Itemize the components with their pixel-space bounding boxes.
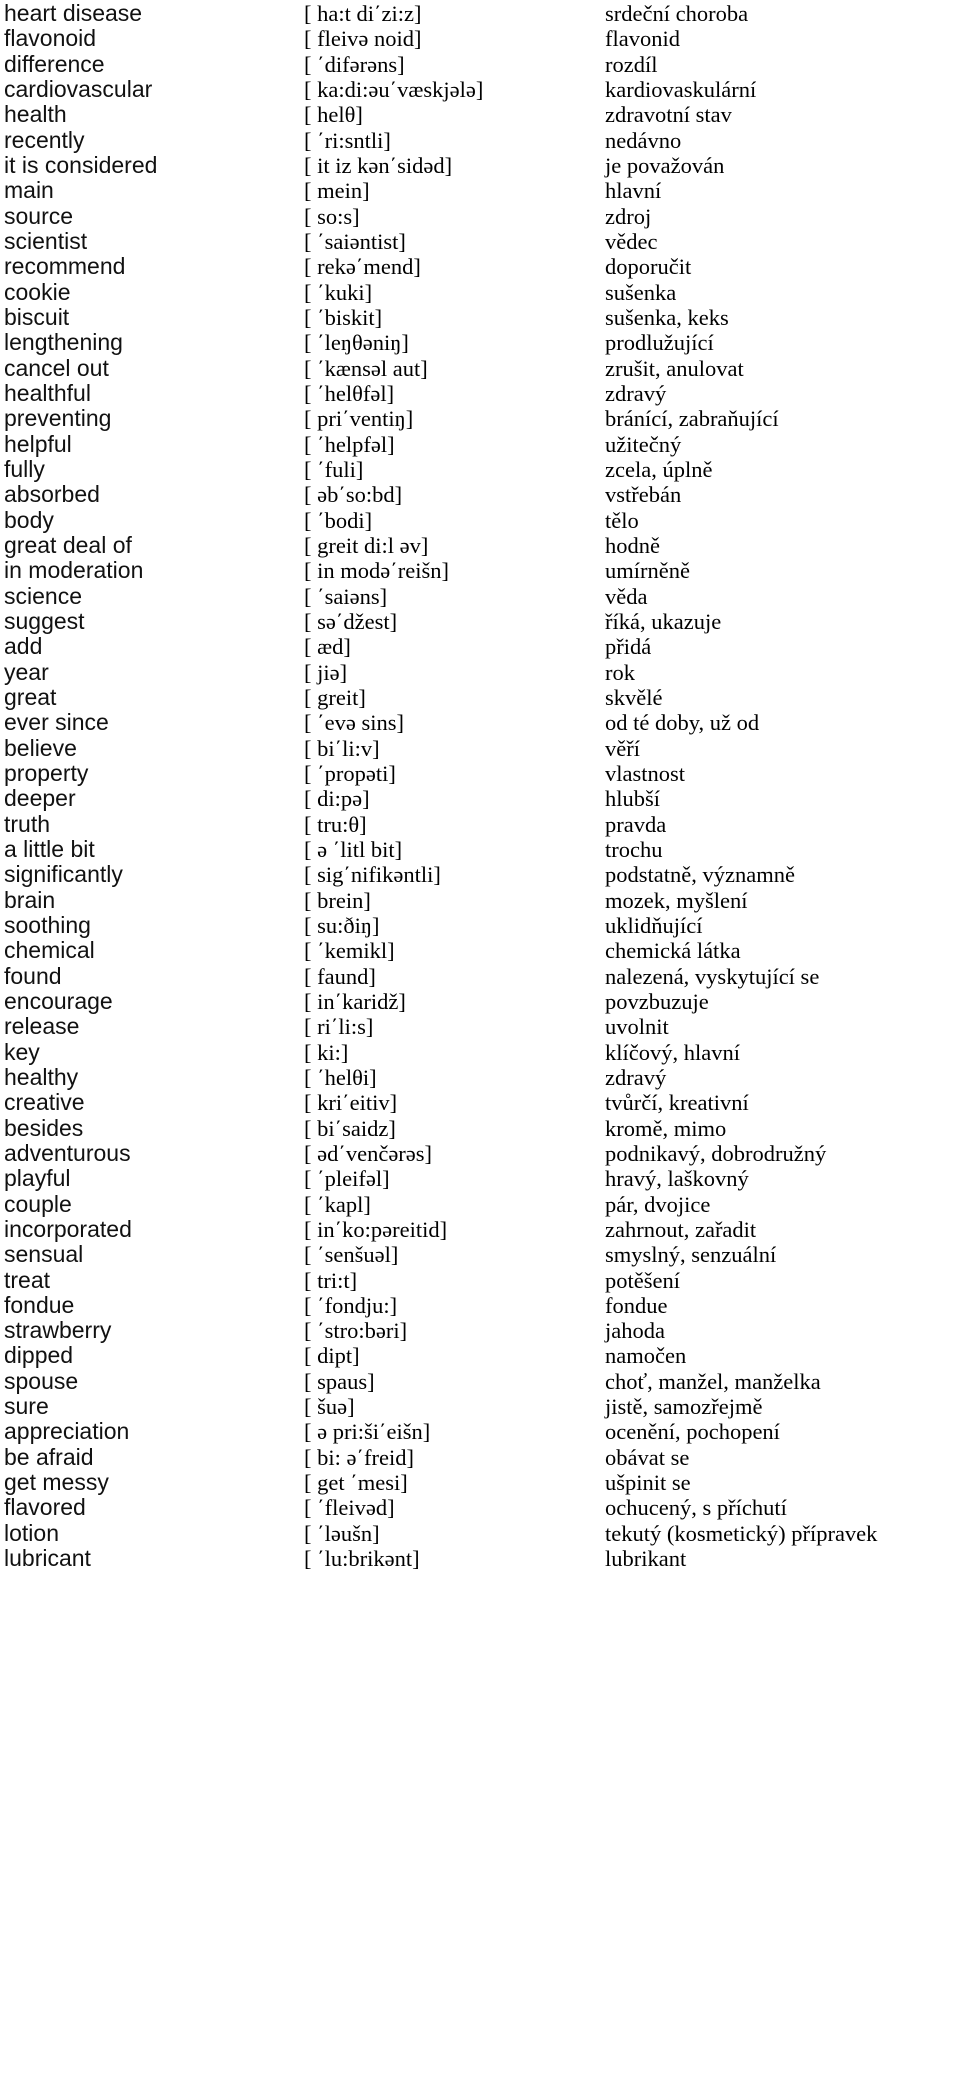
- czech-translation: věří: [605, 735, 640, 761]
- czech-translation: povzbuzuje: [605, 988, 709, 1014]
- english-term: it is considered: [4, 151, 158, 178]
- pronunciation: [ pri΄ventiŋ]: [304, 406, 414, 432]
- czech-translation: ocenění, pochopení: [605, 1419, 780, 1445]
- english-term: property: [4, 759, 89, 786]
- pronunciation: [ in modə΄reišn]: [304, 558, 449, 584]
- english-term: helpful: [4, 430, 72, 457]
- pronunciation: [ faund]: [304, 963, 376, 989]
- pronunciation: [ tri:t]: [304, 1267, 358, 1293]
- english-term: flavonoid: [4, 25, 97, 52]
- czech-translation: rok: [605, 659, 635, 685]
- czech-translation: namočen: [605, 1343, 687, 1369]
- english-term: lengthening: [4, 329, 123, 356]
- czech-translation: zdroj: [605, 203, 652, 229]
- english-term: source: [4, 202, 74, 229]
- english-term: health: [4, 101, 67, 128]
- english-term: fondue: [4, 1291, 75, 1318]
- english-term: dipped: [4, 1342, 74, 1369]
- english-term: release: [4, 1013, 80, 1040]
- czech-translation: přidá: [605, 634, 652, 660]
- vocab-row: [0, 1542, 960, 1576]
- czech-translation: zdravotní stav: [605, 102, 732, 128]
- pronunciation: [ sig΄nifikəntli]: [304, 862, 441, 888]
- pronunciation: [ mein]: [304, 178, 370, 204]
- czech-translation: ušpinit se: [605, 1470, 691, 1496]
- english-term: scientist: [4, 227, 88, 254]
- pronunciation: [ ki:]: [304, 1039, 349, 1065]
- czech-translation: umírněně: [605, 558, 690, 584]
- czech-translation: flavonid: [605, 26, 680, 52]
- czech-translation: doporučit: [605, 254, 692, 280]
- english-term: soothing: [4, 911, 91, 938]
- pronunciation: [ brein]: [304, 887, 371, 913]
- english-term: significantly: [4, 861, 123, 888]
- pronunciation: [ ΄helθi]: [304, 1064, 377, 1090]
- pronunciation: [ fleivə noid]: [304, 26, 422, 52]
- english-term: get messy: [4, 1469, 109, 1496]
- english-term: found: [4, 962, 62, 989]
- english-term: healthy: [4, 1063, 79, 1090]
- pronunciation: [ so:s]: [304, 203, 360, 229]
- english-term: add: [4, 633, 43, 660]
- english-term: besides: [4, 1114, 84, 1141]
- english-term: spouse: [4, 1367, 79, 1394]
- pronunciation: [ ΄kapl]: [304, 1191, 371, 1217]
- pronunciation: [ ə ΄litl bit]: [304, 836, 403, 862]
- czech-translation: nedávno: [605, 127, 682, 153]
- czech-translation: nalezená, vyskytující se: [605, 963, 820, 989]
- pronunciation: [ ΄pleifəl]: [304, 1166, 390, 1192]
- pronunciation: [ helθ]: [304, 102, 363, 128]
- czech-translation: od té doby, už od: [605, 710, 760, 736]
- english-term: suggest: [4, 607, 85, 634]
- pronunciation: [ get ΄mesi]: [304, 1470, 408, 1496]
- english-term: incorporated: [4, 1215, 132, 1242]
- czech-translation: srdeční choroba: [605, 1, 749, 26]
- pronunciation: [ bi΄li:v]: [304, 735, 380, 761]
- english-term: couple: [4, 1190, 72, 1217]
- czech-translation: potěšení: [605, 1267, 680, 1293]
- czech-translation: sušenka, keks: [605, 304, 729, 330]
- english-term: main: [4, 177, 54, 204]
- pronunciation: [ əd΄venčərəs]: [304, 1140, 433, 1166]
- czech-translation: pravda: [605, 811, 667, 837]
- english-term: heart disease: [4, 0, 143, 26]
- english-term: playful: [4, 1165, 71, 1192]
- english-term: believe: [4, 734, 77, 761]
- czech-translation: obávat se: [605, 1444, 690, 1470]
- english-term: strawberry: [4, 1317, 112, 1344]
- czech-translation: mozek, myšlení: [605, 887, 748, 913]
- czech-translation: podstatně, významně: [605, 862, 795, 888]
- english-term: appreciation: [4, 1418, 130, 1445]
- pronunciation: [ ΄difərəns]: [304, 51, 405, 77]
- pronunciation: [ ka:di:əu΄væskjələ]: [304, 76, 484, 102]
- pronunciation: [ spaus]: [304, 1368, 375, 1394]
- pronunciation: [ šuə]: [304, 1394, 355, 1420]
- pronunciation: [ tru:θ]: [304, 811, 367, 837]
- english-term: ever since: [4, 709, 109, 736]
- english-term: a little bit: [4, 835, 95, 862]
- english-term: body: [4, 506, 54, 533]
- pronunciation: [ su:ðiŋ]: [304, 912, 380, 938]
- pronunciation: [ sə΄džest]: [304, 608, 398, 634]
- english-term: cancel out: [4, 354, 109, 381]
- czech-translation: zrušit, anulovat: [605, 355, 744, 381]
- english-term: in moderation: [4, 557, 144, 584]
- pronunciation: [ ΄fuli]: [304, 456, 364, 482]
- czech-translation: hodně: [605, 532, 660, 558]
- pronunciation: [ in΄karidž]: [304, 988, 406, 1014]
- english-term: recommend: [4, 253, 126, 280]
- english-term: creative: [4, 1089, 85, 1116]
- pronunciation: [ ΄kemikl]: [304, 938, 395, 964]
- english-term: be afraid: [4, 1443, 94, 1470]
- pronunciation: [ jiə]: [304, 659, 348, 685]
- czech-translation: lubrikant: [605, 1546, 687, 1572]
- pronunciation: [ ΄senšuəl]: [304, 1242, 399, 1268]
- english-term: truth: [4, 810, 51, 837]
- pronunciation: [ ΄kuki]: [304, 279, 373, 305]
- english-term: sure: [4, 1393, 49, 1420]
- english-term: preventing: [4, 405, 112, 432]
- english-term: absorbed: [4, 481, 100, 508]
- pronunciation: [ ΄saiəns]: [304, 583, 388, 609]
- czech-translation: vědec: [605, 228, 658, 254]
- czech-translation: zcela, úplně: [605, 456, 713, 482]
- pronunciation: [ kri΄eitiv]: [304, 1090, 398, 1116]
- english-term: healthful: [4, 379, 91, 406]
- pronunciation: [ rekə΄mend]: [304, 254, 421, 280]
- english-term: brain: [4, 886, 56, 913]
- czech-translation: smyslný, senzuální: [605, 1242, 777, 1268]
- english-term: recently: [4, 126, 85, 153]
- czech-translation: hravý, laškovný: [605, 1166, 749, 1192]
- pronunciation: [ ə pri:ši΄eišn]: [304, 1419, 431, 1445]
- czech-translation: hlubší: [605, 786, 661, 812]
- czech-translation: ochucený, s příchutí: [605, 1495, 787, 1521]
- english-term: sensual: [4, 1241, 84, 1268]
- english-term: great: [4, 683, 57, 710]
- pronunciation: [ ΄propəti]: [304, 760, 396, 786]
- czech-translation: jahoda: [605, 1318, 665, 1344]
- english-term: deeper: [4, 785, 76, 812]
- pronunciation: [ ΄saiəntist]: [304, 228, 406, 254]
- pronunciation: [ ha:t di΄zi:z]: [304, 1, 422, 26]
- pronunciation: [ ΄fondju:]: [304, 1292, 398, 1318]
- english-term: adventurous: [4, 1139, 131, 1166]
- pronunciation: [ ΄leŋθəniŋ]: [304, 330, 409, 356]
- czech-translation: bránící, zabraňující: [605, 406, 779, 432]
- pronunciation: [ ΄ləušn]: [304, 1520, 380, 1546]
- czech-translation: zdravý: [605, 1064, 667, 1090]
- pronunciation: [ ΄helpfəl]: [304, 431, 395, 457]
- czech-translation: vstřebán: [605, 482, 682, 508]
- czech-translation: užitečný: [605, 431, 682, 457]
- english-term: key: [4, 1038, 40, 1065]
- czech-translation: uvolnit: [605, 1014, 669, 1040]
- english-term: flavored: [4, 1494, 86, 1521]
- english-term: great deal of: [4, 531, 132, 558]
- english-term: chemical: [4, 937, 95, 964]
- czech-translation: vlastnost: [605, 760, 686, 786]
- english-term: biscuit: [4, 303, 70, 330]
- pronunciation: [ it iz kən΄sidəd]: [304, 152, 453, 178]
- czech-translation: říká, ukazuje: [605, 608, 722, 634]
- pronunciation: [ di:pə]: [304, 786, 370, 812]
- pronunciation: [ ΄helθfəl]: [304, 380, 395, 406]
- czech-translation: chemická látka: [605, 938, 741, 964]
- czech-translation: trochu: [605, 836, 663, 862]
- czech-translation: tekutý (kosmetický) přípravek: [605, 1520, 878, 1546]
- czech-translation: tělo: [605, 507, 639, 533]
- pronunciation: [ ΄fleivəd]: [304, 1495, 395, 1521]
- english-term: cardiovascular: [4, 75, 153, 102]
- pronunciation: [ ri΄li:s]: [304, 1014, 374, 1040]
- czech-translation: skvělé: [605, 684, 663, 710]
- czech-translation: choť, manžel, manželka: [605, 1368, 821, 1394]
- czech-translation: zahrnout, zařadit: [605, 1216, 757, 1242]
- czech-translation: prodlužující: [605, 330, 714, 356]
- pronunciation: [ ΄evə sins]: [304, 710, 404, 736]
- pronunciation: [ ΄lu:brikənt]: [304, 1546, 420, 1572]
- pronunciation: [ ΄biskit]: [304, 304, 383, 330]
- english-term: lotion: [4, 1519, 59, 1546]
- czech-translation: jistě, samozřejmě: [605, 1394, 763, 1420]
- pronunciation: [ bi΄saidz]: [304, 1115, 396, 1141]
- pronunciation: [ æd]: [304, 634, 351, 660]
- czech-translation: tvůrčí, kreativní: [605, 1090, 749, 1116]
- english-term: lubricant: [4, 1545, 91, 1572]
- czech-translation: věda: [605, 583, 648, 609]
- pronunciation: [ greit]: [304, 684, 366, 710]
- czech-translation: kromě, mimo: [605, 1115, 727, 1141]
- pronunciation: [ ΄ri:sntli]: [304, 127, 391, 153]
- czech-translation: kardiovaskulární: [605, 76, 757, 102]
- english-term: science: [4, 582, 82, 609]
- pronunciation: [ in΄ko:pəreitid]: [304, 1216, 448, 1242]
- czech-translation: zdravý: [605, 380, 667, 406]
- english-term: cookie: [4, 278, 71, 305]
- pronunciation: [ əb΄so:bd]: [304, 482, 403, 508]
- english-term: year: [4, 658, 49, 685]
- pronunciation: [ ΄stro:bəri]: [304, 1318, 408, 1344]
- czech-translation: klíčový, hlavní: [605, 1039, 740, 1065]
- english-term: treat: [4, 1266, 51, 1293]
- english-term: fully: [4, 455, 45, 482]
- pronunciation: [ dipt]: [304, 1343, 360, 1369]
- czech-translation: rozdíl: [605, 51, 658, 77]
- pronunciation: [ ΄kænsəl aut]: [304, 355, 428, 381]
- czech-translation: pár, dvojice: [605, 1191, 711, 1217]
- pronunciation: [ bi: ə΄freid]: [304, 1444, 414, 1470]
- pronunciation: [ ΄bodi]: [304, 507, 373, 533]
- czech-translation: uklidňující: [605, 912, 703, 938]
- pronunciation: [ greit di:l əv]: [304, 532, 429, 558]
- english-term: difference: [4, 50, 105, 77]
- czech-translation: je považován: [605, 152, 725, 178]
- czech-translation: fondue: [605, 1292, 668, 1318]
- english-term: encourage: [4, 987, 113, 1014]
- czech-translation: podnikavý, dobrodružný: [605, 1140, 827, 1166]
- czech-translation: sušenka: [605, 279, 677, 305]
- czech-translation: hlavní: [605, 178, 662, 204]
